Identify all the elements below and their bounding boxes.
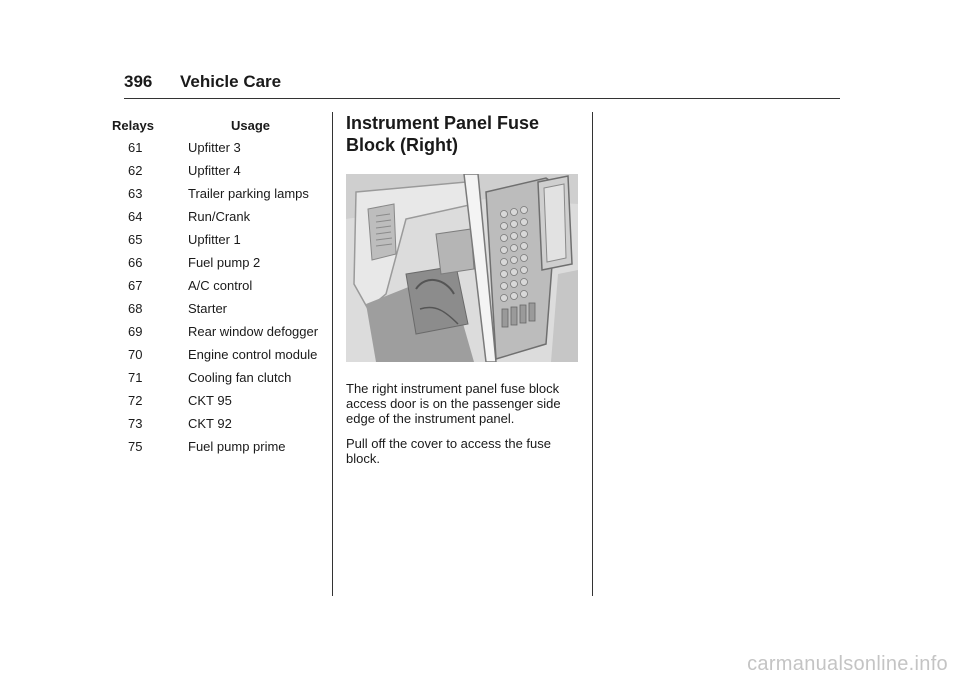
watermark: carmanualsonline.info — [747, 653, 948, 675]
page-number: 396 — [124, 72, 153, 91]
relay-usage: Trailer parking lamps — [188, 186, 309, 201]
table-row — [110, 370, 335, 393]
relay-usage: Fuel pump prime — [188, 439, 286, 454]
table-row — [110, 393, 335, 416]
relays-table — [110, 118, 335, 462]
table-row — [110, 347, 335, 370]
relay-usage: Engine control module — [188, 347, 318, 362]
table-row — [110, 255, 335, 278]
relay-number: 70 — [128, 347, 143, 362]
relay-usage: CKT 92 — [188, 416, 232, 431]
table-row — [110, 278, 335, 301]
table-row — [110, 232, 335, 255]
relay-usage: A/C control — [188, 278, 253, 293]
relay-number: 65 — [128, 232, 143, 247]
relay-number: 75 — [128, 439, 143, 454]
fuse-block-paragraph-2: Pull off the cover to access the fuse block. — [346, 436, 551, 466]
relay-number: 63 — [128, 186, 143, 201]
relay-number: 73 — [128, 416, 143, 431]
fuse-block-paragraph-1: The right instrument panel fuse block access door is on the passenger side edge of the instrument panel. — [346, 381, 561, 426]
relay-number: 61 — [128, 140, 143, 155]
relay-usage: Fuel pump 2 — [188, 255, 261, 270]
table-row — [110, 209, 335, 232]
relays-table-body — [110, 140, 335, 462]
table-row — [110, 186, 335, 209]
relay-usage: Starter — [188, 301, 228, 316]
table-row — [110, 324, 335, 347]
column-header-usage: Usage — [231, 118, 271, 133]
relay-number: 64 — [128, 209, 143, 224]
relay-number: 71 — [128, 370, 143, 385]
column-header-relays: Relays — [112, 118, 154, 133]
page-header — [124, 70, 840, 100]
table-row — [110, 416, 335, 439]
relay-usage: Upfitter 3 — [188, 140, 241, 155]
column-divider-right — [592, 112, 593, 596]
relay-number: 72 — [128, 393, 143, 408]
relay-usage: Upfitter 1 — [188, 232, 241, 247]
relay-usage: Run/Crank — [188, 209, 251, 224]
table-row — [110, 301, 335, 324]
table-row — [110, 140, 335, 163]
relay-usage: Upfitter 4 — [188, 163, 241, 178]
relay-usage: Rear window defogger — [188, 324, 319, 339]
fuse-block-heading: Instrument Panel Fuse Block (Right) — [346, 113, 540, 155]
relay-usage: Cooling fan clutch — [188, 370, 292, 385]
relay-number: 67 — [128, 278, 143, 293]
fuse-block-illustration — [346, 174, 578, 362]
relay-number: 62 — [128, 163, 143, 178]
table-row — [110, 439, 335, 462]
relay-number: 68 — [128, 301, 143, 316]
relays-table-header — [110, 118, 335, 140]
relay-usage: CKT 95 — [188, 393, 232, 408]
relay-number: 66 — [128, 255, 143, 270]
section-title: Vehicle Care — [180, 72, 282, 91]
table-row — [110, 163, 335, 186]
relay-number: 69 — [128, 324, 143, 339]
fuse-block-section — [346, 112, 586, 466]
header-rule — [124, 98, 840, 99]
